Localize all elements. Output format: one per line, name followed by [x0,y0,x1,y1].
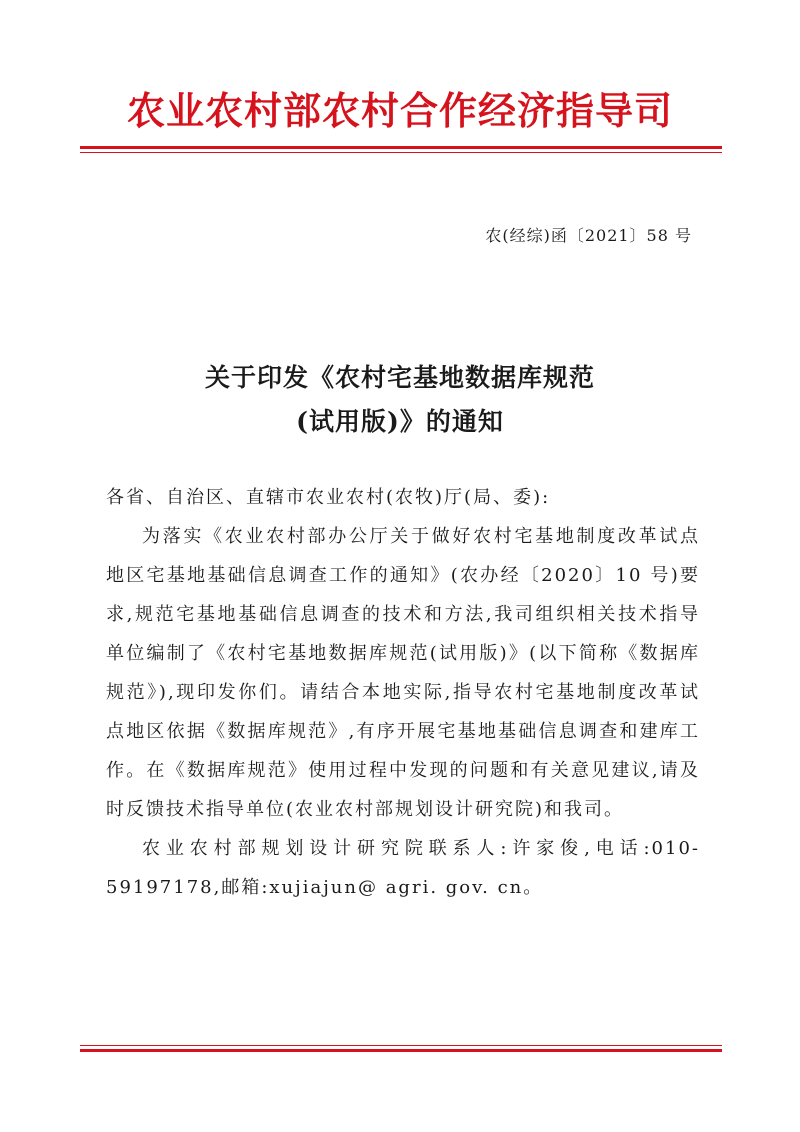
addressee: 各省、自治区、直辖市农业农村(农牧)厅(局、委): [106,487,551,508]
footer-rule-thick [80,1049,722,1052]
document-title-line-2: (试用版)》的通知 [296,407,504,436]
document-title [100,356,700,444]
header-rule-thin [80,152,722,153]
document-number: 农(经综)函〔2021〕58 号 [485,226,692,245]
footer-rule-thin [80,1045,722,1046]
issuer-header: 农业农村部农村合作经济指导司 [126,89,673,133]
header-rule-thick [80,146,722,149]
document-body [106,478,700,907]
paragraph-main: 为落实《农业农村部办公厅关于做好农村宅基地制度改革试点地区宅基地基础信息调查工作的通知》(农办经〔2020〕10 号)要求,规范宅基地基础信息调查的技术和方法,我司组织相关技术指导单位编制了《农村宅基地数据库规范(试用版)》(以下简称《数据库规范》),现印发你们。请结合本地实际,指导农村宅基地制度改革试点地区依据《数据库规范》,有序开展宅基地基础信息调查和建库工作。在《数据库规范》使用过程中发现的问题和有关意见建议,请及时反馈技术指导单位(农业农村部规划设计研究院)和我司。 [106,526,700,820]
paragraph-contact: 农业农村部规划设计研究院联系人:许家俊,电话:010-59197178,邮箱:xujiajun@ agri. gov. cn。 [106,838,700,898]
document-title-line-1: 关于印发《农村宅基地数据库规范 [204,363,595,392]
